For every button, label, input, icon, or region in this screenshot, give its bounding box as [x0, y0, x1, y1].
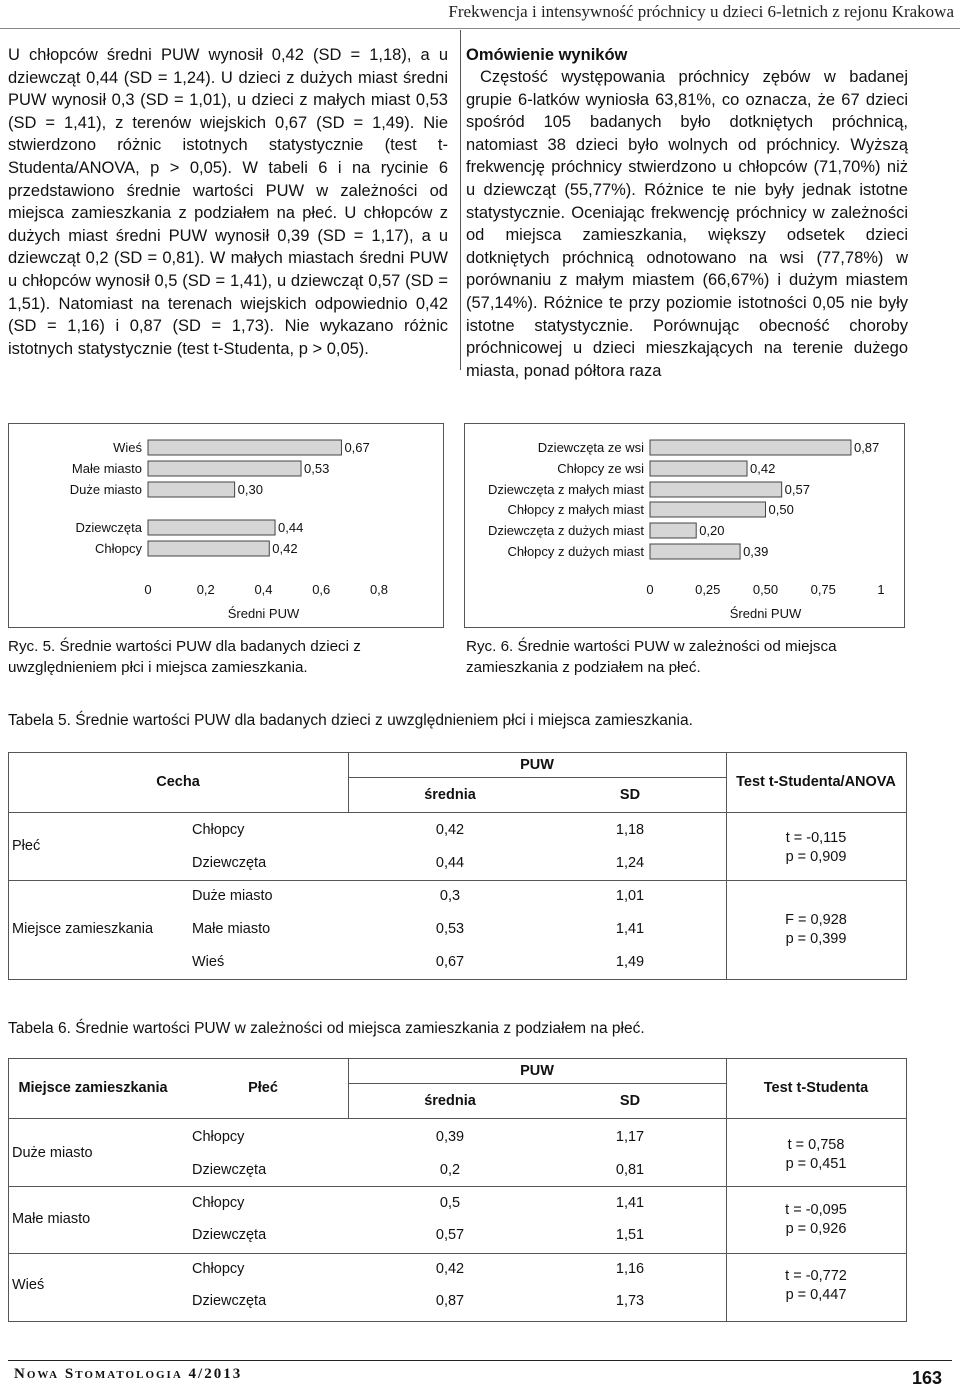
- running-head: Frekwencja i intensywność próchnicy u dzieci 6-letnich z rejonu Krakowa: [448, 2, 954, 21]
- value-label: 0,42: [750, 461, 776, 476]
- footer-rule: [8, 1360, 952, 1361]
- x-tick-label: 0: [144, 582, 152, 597]
- t6-test-value: p = 0,451: [785, 1156, 847, 1172]
- category-label: Chłopcy z małych miast: [507, 502, 644, 517]
- table-5-caption: Tabela 5. Średnie wartości PUW dla badanych dzieci z uwzględnieniem płci i miejsca zamieszkania.: [8, 712, 693, 729]
- category-label: Dziewczęta: [75, 520, 142, 535]
- x-tick-label: 1: [877, 582, 885, 597]
- x-axis-title: Średni PUW: [227, 606, 300, 621]
- t6-row-mean: 0,42: [435, 1261, 465, 1277]
- x-tick-label: 0,25: [695, 582, 721, 597]
- t5-row-label: Dziewczęta: [192, 855, 267, 871]
- header-rule: [0, 28, 960, 29]
- category-label: Dziewczęta z małych miast: [487, 482, 644, 497]
- value-label: 0,53: [304, 461, 330, 476]
- t6-row-mean: 0,2: [439, 1162, 461, 1178]
- t5-row-mean: 0,67: [435, 954, 465, 970]
- category-label: Chłopcy ze wsi: [557, 461, 644, 476]
- x-tick-label: 0,8: [369, 582, 389, 597]
- bar: [650, 461, 747, 476]
- t6-test-value: t = 0,758: [787, 1137, 845, 1153]
- journal-name: Nowa Stomatologia 4/2013: [14, 1366, 243, 1382]
- t5-group-miejsce: Miejsce zamieszkania: [12, 921, 154, 937]
- t5-row-mean: 0,3: [439, 888, 461, 904]
- section-heading: Omówienie wyników: [466, 46, 628, 64]
- t5-header-puw: PUW: [520, 756, 554, 773]
- t5-row-mean: 0,42: [435, 822, 465, 838]
- t6-row-sd: 0,81: [615, 1162, 645, 1178]
- figure-5-chart: [9, 424, 443, 627]
- t5-row-mean: 0,53: [435, 921, 465, 937]
- t5-header-cecha: Cecha: [156, 774, 200, 790]
- t5-row-sd: 1,01: [615, 888, 645, 904]
- t6-group-label: Małe miasto: [12, 1211, 91, 1227]
- t6-test-value: t = -0,772: [785, 1268, 847, 1284]
- bar: [148, 461, 301, 476]
- figure-6-box: [464, 423, 905, 628]
- value-label: 0,44: [278, 520, 304, 535]
- t6-row-sd: 1,41: [615, 1195, 645, 1211]
- t5-test-value: p = 0,399: [785, 931, 847, 947]
- bar: [148, 541, 269, 556]
- t6-header-sd: SD: [619, 1093, 641, 1109]
- t6-header-plec: Płeć: [248, 1080, 278, 1096]
- t6-test-value: p = 0,447: [785, 1287, 847, 1303]
- t5-row-sd: 1,41: [615, 921, 645, 937]
- bar: [650, 440, 851, 455]
- t6-group-label: Wieś: [12, 1277, 45, 1293]
- bar: [650, 502, 766, 517]
- t5-row-label: Chłopcy: [192, 822, 245, 838]
- category-label: Chłopcy z dużych miast: [507, 544, 644, 559]
- figure-5-caption: Ryc. 5. Średnie wartości PUW dla badanych dzieci z uwzględnieniem płci i miejsca zamieszkania.: [8, 638, 361, 676]
- x-tick-label: 0: [646, 582, 654, 597]
- t5-row-mean: 0,44: [435, 855, 465, 871]
- t6-header-test: Test t-Studenta: [763, 1080, 869, 1096]
- t6-row-label: Chłopcy: [192, 1129, 245, 1145]
- category-label: Dziewczęta z dużych miast: [487, 523, 644, 538]
- category-label: Małe miasto: [71, 461, 142, 476]
- category-label: Duże miasto: [69, 482, 142, 497]
- t6-row-label: Dziewczęta: [192, 1227, 267, 1243]
- value-label: 0,20: [699, 523, 725, 538]
- t5-test-value: p = 0,909: [785, 849, 847, 865]
- t6-group-label: Duże miasto: [12, 1145, 93, 1161]
- t5-row-label: Wieś: [192, 954, 225, 970]
- t6-row-sd: 1,73: [615, 1293, 645, 1309]
- value-label: 0,67: [344, 440, 370, 455]
- bar: [148, 440, 341, 455]
- x-tick-label: 0,4: [254, 582, 273, 597]
- table-6-caption: Tabela 6. Średnie wartości PUW w zależności od miejsca zamieszkania z podziałem na płeć.: [8, 1020, 645, 1037]
- t5-row-sd: 1,18: [615, 822, 645, 838]
- t5-header-sd: SD: [619, 787, 641, 803]
- page-number: 163: [911, 1368, 942, 1388]
- t6-row-mean: 0,39: [435, 1129, 465, 1145]
- value-label: 0,42: [272, 541, 298, 556]
- t5-group-plec: Płeć: [12, 838, 41, 854]
- right-paragraph: Częstość występowania próchnicy zębów w badanej grupie 6-latków wyniosła 63,81%, co oznacza, że 67 dzieci spośród 105 badanych było dotkniętych próchnicą, natomiast 38 dzieci było wolnych od próchnicy. Wyższą frekwencję próchnicy stwierdzono u chłopców (71,70%) niż u dziewcząt (55,77%). Różnice te nie były jednak istotne statystycznie. Oceniając frekwencję próchnicy w zależności od miejsca zamieszkania, większy odsetek dzieci dotkniętych próchnicą odnotowano na wsi (77,78%) w porównaniu z małym miastem (66,67%) i dużym miastem (57,14%). Różnice te przy poziomie istotności 0,05 nie były istotne statystycznie. Porównując obecność choroby próchnicowej u dzieci mieszkających na terenie dużego miasta, ponad półtora raza: [466, 68, 908, 380]
- t5-row-label: Duże miasto: [192, 888, 273, 904]
- t5-header-srednia: średnia: [424, 787, 476, 803]
- t6-row-label: Dziewczęta: [192, 1293, 267, 1309]
- t5-test-value: t = -0,115: [785, 830, 847, 846]
- x-axis-title: Średni PUW: [729, 606, 802, 621]
- x-tick-label: 0,50: [752, 582, 779, 597]
- category-label: Dziewczęta ze wsi: [537, 440, 644, 455]
- column-divider: [460, 30, 461, 370]
- left-paragraph: U chłopców średni PUW wynosił 0,42 (SD = 1,18), a u dziewcząt 0,44 (SD = 1,24). U dzieci z dużych miast średni PUW wynosił 0,3 (SD = 1,01), u dzieci z małych miast 0,53 (SD = 1,41), z terenów wiejskich 0,67 (SD = 1,49). Nie stwierdzono różnic istotnych statystycznie (test t-Studenta/ANOVA, p > 0,05). W tabeli 6 i na rycinie 6 przedstawiono średnie wartości PUW w zależności od miejsca zamieszkania z podziałem na płeć. U chłopców z dużych miast średni PUW wynosił 0,39 (SD = 1,17), a u dziewcząt 0,2 (SD = 0,81). W małych miastach średni PUW u chłopców wynosił 0,5 (SD = 1,41), u dziewcząt 0,57 (SD = 1,51). Natomiast na terenach wiejskich odpowiednio 0,42 (SD = 1,16) i 0,87 (SD = 1,73). Nie wykazano różnic istotnych statystycznie (test t-Studenta, p > 0,05).: [8, 46, 448, 358]
- t6-row-label: Dziewczęta: [192, 1162, 267, 1178]
- value-label: 0,39: [743, 544, 769, 559]
- t6-row-label: Chłopcy: [192, 1195, 245, 1211]
- value-label: 0,50: [768, 502, 794, 517]
- t5-row-label: Małe miasto: [192, 921, 271, 937]
- t6-row-sd: 1,17: [615, 1129, 645, 1145]
- x-tick-label: 0,2: [196, 582, 215, 597]
- t5-header-test: Test t-Studenta/ANOVA: [736, 774, 896, 790]
- t5-row-sd: 1,24: [615, 855, 645, 871]
- x-tick-label: 0,75: [810, 582, 836, 597]
- t5-test-value: F = 0,928: [785, 912, 847, 928]
- bar: [650, 482, 782, 497]
- bar: [650, 523, 696, 538]
- t6-test-value: p = 0,926: [785, 1221, 847, 1237]
- bar: [148, 520, 275, 535]
- value-label: 0,87: [853, 440, 880, 455]
- t6-row-mean: 0,5: [439, 1195, 461, 1211]
- figure-6-caption: Ryc. 6. Średnie wartości PUW w zależności od miejsca zamieszkania z podziałem na płeć.: [466, 638, 837, 676]
- right-column: [466, 44, 908, 382]
- t6-row-mean: 0,87: [435, 1293, 465, 1309]
- value-label: 0,57: [784, 482, 810, 497]
- t6-test-value: t = -0,095: [785, 1202, 847, 1218]
- t6-row-label: Chłopcy: [192, 1261, 245, 1277]
- t6-row-sd: 1,16: [615, 1261, 645, 1277]
- value-label: 0,30: [237, 482, 263, 497]
- t6-header-miejsce: Miejsce zamieszkania: [18, 1080, 168, 1096]
- category-label: Chłopcy: [95, 541, 142, 556]
- bar: [148, 482, 235, 497]
- t6-header-srednia: średnia: [424, 1093, 476, 1109]
- left-column: [8, 44, 448, 360]
- figure-6-chart: [465, 424, 904, 627]
- x-tick-label: 0,6: [312, 582, 331, 597]
- category-label: Wieś: [113, 440, 142, 455]
- t6-header-puw: PUW: [520, 1062, 554, 1079]
- t5-row-sd: 1,49: [615, 954, 645, 970]
- figure-5-box: [8, 423, 444, 628]
- bar: [650, 544, 740, 559]
- t6-row-sd: 1,51: [615, 1227, 645, 1243]
- t6-row-mean: 0,57: [435, 1227, 465, 1243]
